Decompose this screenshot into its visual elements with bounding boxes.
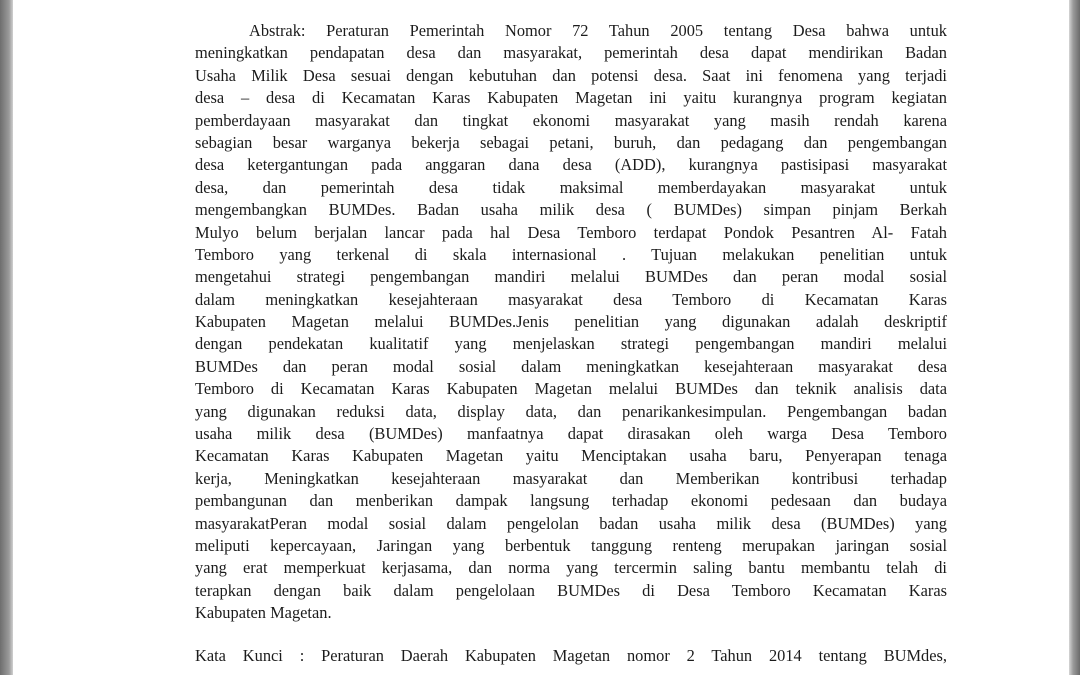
right-page-edge [1069, 0, 1080, 675]
abstract-line: Temboro di Kecamatan Karas Kabupaten Magetan melalui BUMDes dan teknik analisis data [195, 379, 947, 399]
keywords-line: Kata Kunci : Peraturan Daerah Kabupaten Magetan nomor 2 Tahun 2014 tentang BUMdes, [195, 646, 947, 665]
abstract-line: pembangunan dan menberikan dampak langsung terhadap ekonomi pedesaan dan budaya [195, 491, 947, 511]
abstract-line: dalam meningkatkan kesejahteraan masyarakat desa Temboro di Kecamatan Karas [195, 289, 947, 309]
keywords-paragraph [195, 645, 947, 667]
abstract-line: desa, dan pemerintah desa tidak maksimal memberdayakan masyarakat untuk [195, 177, 947, 197]
abstract-line: terapkan dengan baik dalam pengelolaan BUMDes di Desa Temboro Kecamatan Karas [195, 580, 947, 600]
abstract-line: mengembangkan BUMDes. Badan usaha milik desa ( BUMDes) simpan pinjam Berkah [195, 200, 947, 220]
abstract-line: yang erat memperkuat kerjasama, dan norma yang tercermin saling bantu membantu telah di [195, 558, 947, 578]
abstract-line: mengetahui strategi pengembangan mandiri melalui BUMDes dan peran modal sosial [195, 267, 947, 287]
abstract-line: meningkatkan pendapatan desa dan masyarakat, pemerintah desa dapat mendirikan Badan [195, 43, 947, 63]
abstract-line: BUMDes dan peran modal sosial dalam meningkatkan kesejahteraan masyarakat desa [195, 356, 947, 376]
abstract-line: masyarakatPeran modal sosial dalam pengelolan badan usaha milik desa (BUMDes) yang [195, 513, 947, 533]
abstract-line: Temboro yang terkenal di skala internasional . Tujuan melakukan penelitian untuk [195, 244, 947, 264]
abstract-line: desa ketergantungan pada anggaran dana desa (ADD), kurangnya pastisipasi masyarakat [195, 155, 947, 175]
abstract-line: Abstrak: Peraturan Pemerintah Nomor 72 Tahun 2005 tentang Desa bahwa untuk [249, 21, 947, 40]
abstract-line: yang digunakan reduksi data, display data, dan penarikankesimpulan. Pengembangan badan [195, 401, 947, 421]
abstract-line: meliputi kepercayaan, Jaringan yang berbentuk tanggung renteng merupakan jaringan sosial [195, 535, 947, 555]
abstract-line: usaha milik desa (BUMDes) manfaatnya dapat dirasakan oleh warga Desa Temboro [195, 424, 947, 444]
abstract-line: Usaha Milik Desa sesuai dengan kebutuhan dan potensi desa. Saat ini fenomena yang terjadi [195, 65, 947, 85]
abstract-line: desa – desa di Kecamatan Karas Kabupaten Magetan ini yaitu kurangnya program kegiatan [195, 88, 947, 108]
abstract-line: kerja, Meningkatkan kesejahteraan masyarakat dan Memberikan kontribusi terhadap [195, 468, 947, 488]
abstract-line: pemberdayaan masyarakat dan tingkat ekonomi masyarakat yang masih rendah karena [195, 110, 947, 130]
left-page-edge [0, 0, 13, 675]
abstract-line: dengan pendekatan kualitatif yang menjelaskan strategi pengembangan mandiri melalui [195, 334, 947, 354]
abstract-line: Kabupaten Magetan melalui BUMDes.Jenis penelitian yang digunakan adalah deskriptif [195, 312, 947, 332]
abstract-line: Kecamatan Karas Kabupaten Magetan yaitu Menciptakan usaha baru, Penyerapan tenaga [195, 446, 947, 466]
abstract-line: Mulyo belum berjalan lancar pada hal Desa Temboro terdapat Pondok Pesantren Al- Fatah [195, 222, 947, 242]
abstract-line: sebagian besar warganya bekerja sebagai petani, buruh, dan pedagang dan pengembangan [195, 132, 947, 152]
abstract-paragraph [195, 20, 947, 625]
abstract-line: Kabupaten Magetan. [195, 603, 332, 623]
